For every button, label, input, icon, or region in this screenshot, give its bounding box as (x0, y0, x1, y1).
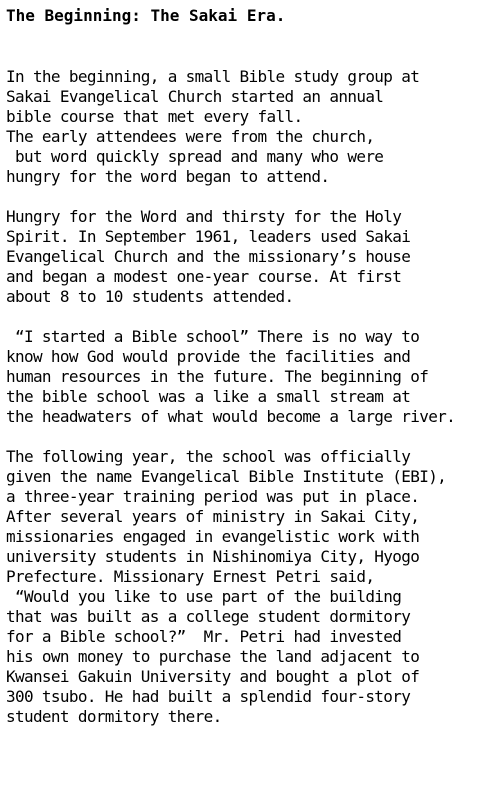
paragraph-ebi-founding (6, 447, 455, 727)
text-line: Prefecture. Missionary Ernest Petri said, (6, 567, 375, 586)
text-line: “Would you like to use part of the building (6, 587, 402, 606)
text-line: for a Bible school?” Mr. Petri had invested (6, 627, 402, 646)
text-line: “I started a Bible school” There is no way to (6, 327, 420, 346)
text-line: Sakai Evangelical Church started an annual (6, 87, 384, 106)
paragraph-sakai-beginning (6, 67, 455, 187)
text-line: given the name Evangelical Bible Institute (EBI), (6, 467, 447, 486)
paragraph-1961-course (6, 207, 455, 307)
text-line: 300 tsubo. He had built a splendid four-story (6, 687, 411, 706)
text-line: bible course that met every fall. (6, 107, 303, 126)
text-line: In the beginning, a small Bible study group at (6, 67, 420, 86)
text-line: that was built as a college student dormitory (6, 607, 411, 626)
text-line: but word quickly spread and many who were (6, 147, 384, 166)
text-line: the headwaters of what would become a large river. (6, 407, 456, 426)
text-line: The early attendees were from the church, (6, 127, 375, 146)
text-line: human resources in the future. The beginning of (6, 367, 429, 386)
text-line: the bible school was a like a small stream at (6, 387, 411, 406)
page-title: The Beginning: The Sakai Era. (6, 6, 286, 25)
text-line: The following year, the school was officially (6, 447, 411, 466)
text-line: university students in Nishinomiya City, Hyogo (6, 547, 420, 566)
text-line: Kwansei Gakuin University and bought a plot of (6, 667, 420, 686)
paragraph-bible-school-start (6, 327, 455, 427)
text-line: hungry for the word began to attend. (6, 167, 330, 186)
text-line: After several years of ministry in Sakai City, (6, 507, 420, 526)
text-line: Hungry for the Word and thirsty for the Holy (6, 207, 402, 226)
text-line: student dormitory there. (6, 707, 222, 726)
text-line: a three-year training period was put in place. (6, 487, 420, 506)
document-body (6, 67, 455, 747)
text-line: about 8 to 10 students attended. (6, 287, 294, 306)
text-line: Evangelical Church and the missionary’s house (6, 247, 411, 266)
text-line: know how God would provide the facilities and (6, 347, 411, 366)
text-line: Spirit. In September 1961, leaders used Sakai (6, 227, 411, 246)
text-line: his own money to purchase the land adjacent to (6, 647, 420, 666)
text-line: and began a modest one-year course. At first (6, 267, 402, 286)
text-line: missionaries engaged in evangelistic work with (6, 527, 420, 546)
